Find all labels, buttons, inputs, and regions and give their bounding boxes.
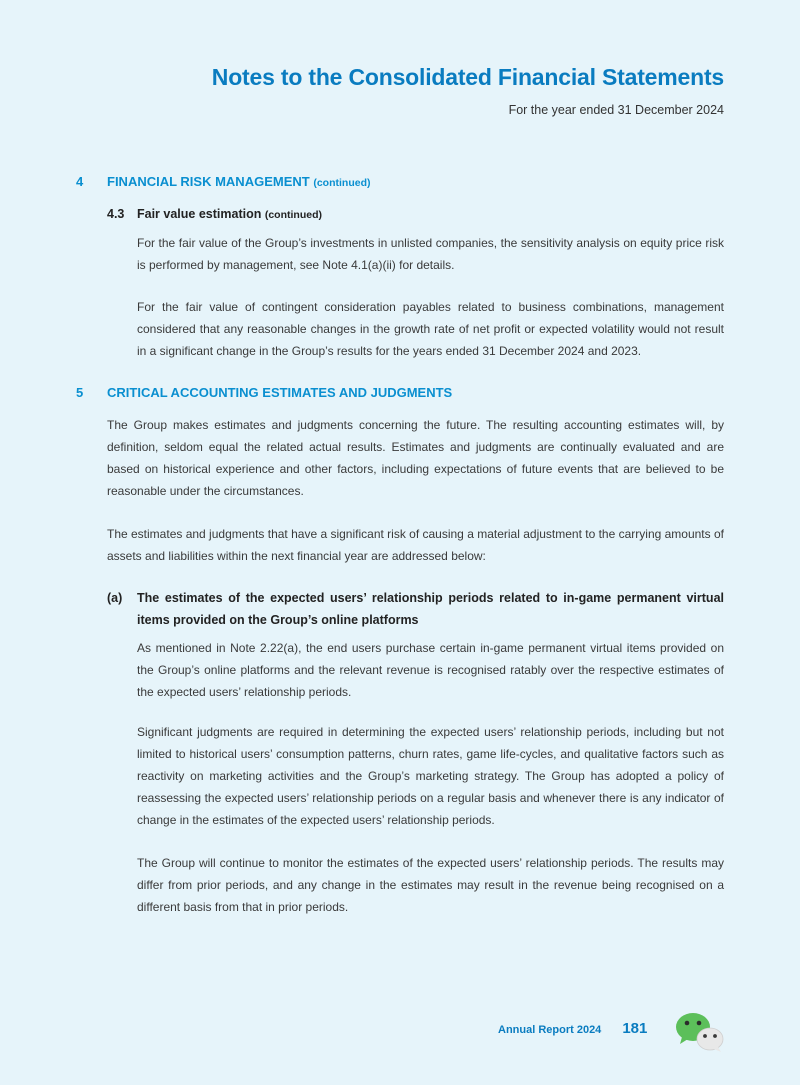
section-4-heading — [76, 174, 370, 189]
paragraph: The estimates and judgments that have a significant risk of causing a material adjustment to the carrying amounts of assets and liabilities within the next financial year are addressed below: — [107, 527, 724, 563]
page-number: 181 — [622, 1020, 648, 1037]
continued-label: (continued) — [264, 209, 322, 221]
paragraph: The Group makes estimates and judgments concerning the future. The resulting accounting estimates will, by definition, seldom equal the related actual results. Estimates and judgments are continually evaluated and are based on historical experience and other factors, including expectations of future events that are believed to be reasonable under the circumstances. — [107, 418, 724, 498]
page-header — [212, 64, 724, 117]
wechat-logo-icon — [674, 1010, 726, 1052]
subsection-number: 4.3 — [107, 207, 125, 221]
footer-label: Annual Report 2024 — [498, 1024, 602, 1036]
paragraph: As mentioned in Note 2.22(a), the end users purchase certain in-game permanent virtual items provided on the Group’s online platforms and the relevant revenue is recognised ratably over the respective estimates of the expected users’ relationship periods. — [137, 641, 724, 699]
item-label: (a) — [107, 591, 123, 605]
section-title: CRITICAL ACCOUNTING ESTIMATES AND JUDGMENTS — [107, 385, 453, 400]
continued-label: (continued) — [313, 177, 371, 189]
item-a-heading — [107, 587, 724, 631]
page-footer — [498, 1020, 647, 1037]
paragraph: For the fair value of the Group’s investments in unlisted companies, the sensitivity analysis on equity price risk is performed by management, see Note 4.1(a)(ii) for details. — [137, 236, 724, 272]
paragraph: Significant judgments are required in determining the expected users’ relationship periods, including but not limited to historical users’ consumption patterns, churn rates, game life-cycles, and qualitative factors such as reactivity on marketing activities and the Group’s marketing strategy. The Group has adopted a policy of reassessing the expected users’ relationship periods on a regular basis and whenever there is any indicator of change in the estimates of the expected users’ relationship periods. — [137, 725, 724, 827]
subsection-4-3-heading — [107, 207, 322, 221]
subsection-title-text: Fair value estimation — [137, 207, 262, 221]
item-title: The estimates of the expected users’ relationship periods related to in-game permanent virtual items provided on the Group’s online platforms — [137, 591, 724, 627]
paragraph: The Group will continue to monitor the estimates of the expected users’ relationship periods. The results may differ from prior periods, and any change in the estimates may result in the revenue being recognised on a different basis from that in prior periods. — [137, 856, 724, 914]
section-number: 5 — [76, 385, 84, 400]
section-5-heading — [76, 385, 452, 400]
subsection-title — [137, 207, 322, 221]
section-title — [107, 174, 370, 189]
page-title: Notes to the Consolidated Financial Statements — [211, 64, 724, 90]
section-title-text: FINANCIAL RISK MANAGEMENT — [107, 174, 310, 189]
page-subtitle: For the year ended 31 December 2024 — [508, 103, 724, 117]
section-number: 4 — [76, 174, 84, 189]
paragraph: For the fair value of contingent consideration payables related to business combinations, management considered that any reasonable changes in the growth rate of net profit or expected volatility would not result in a significant change in the Group’s results for the years ended 31 December 2024 and 2023. — [137, 300, 724, 358]
